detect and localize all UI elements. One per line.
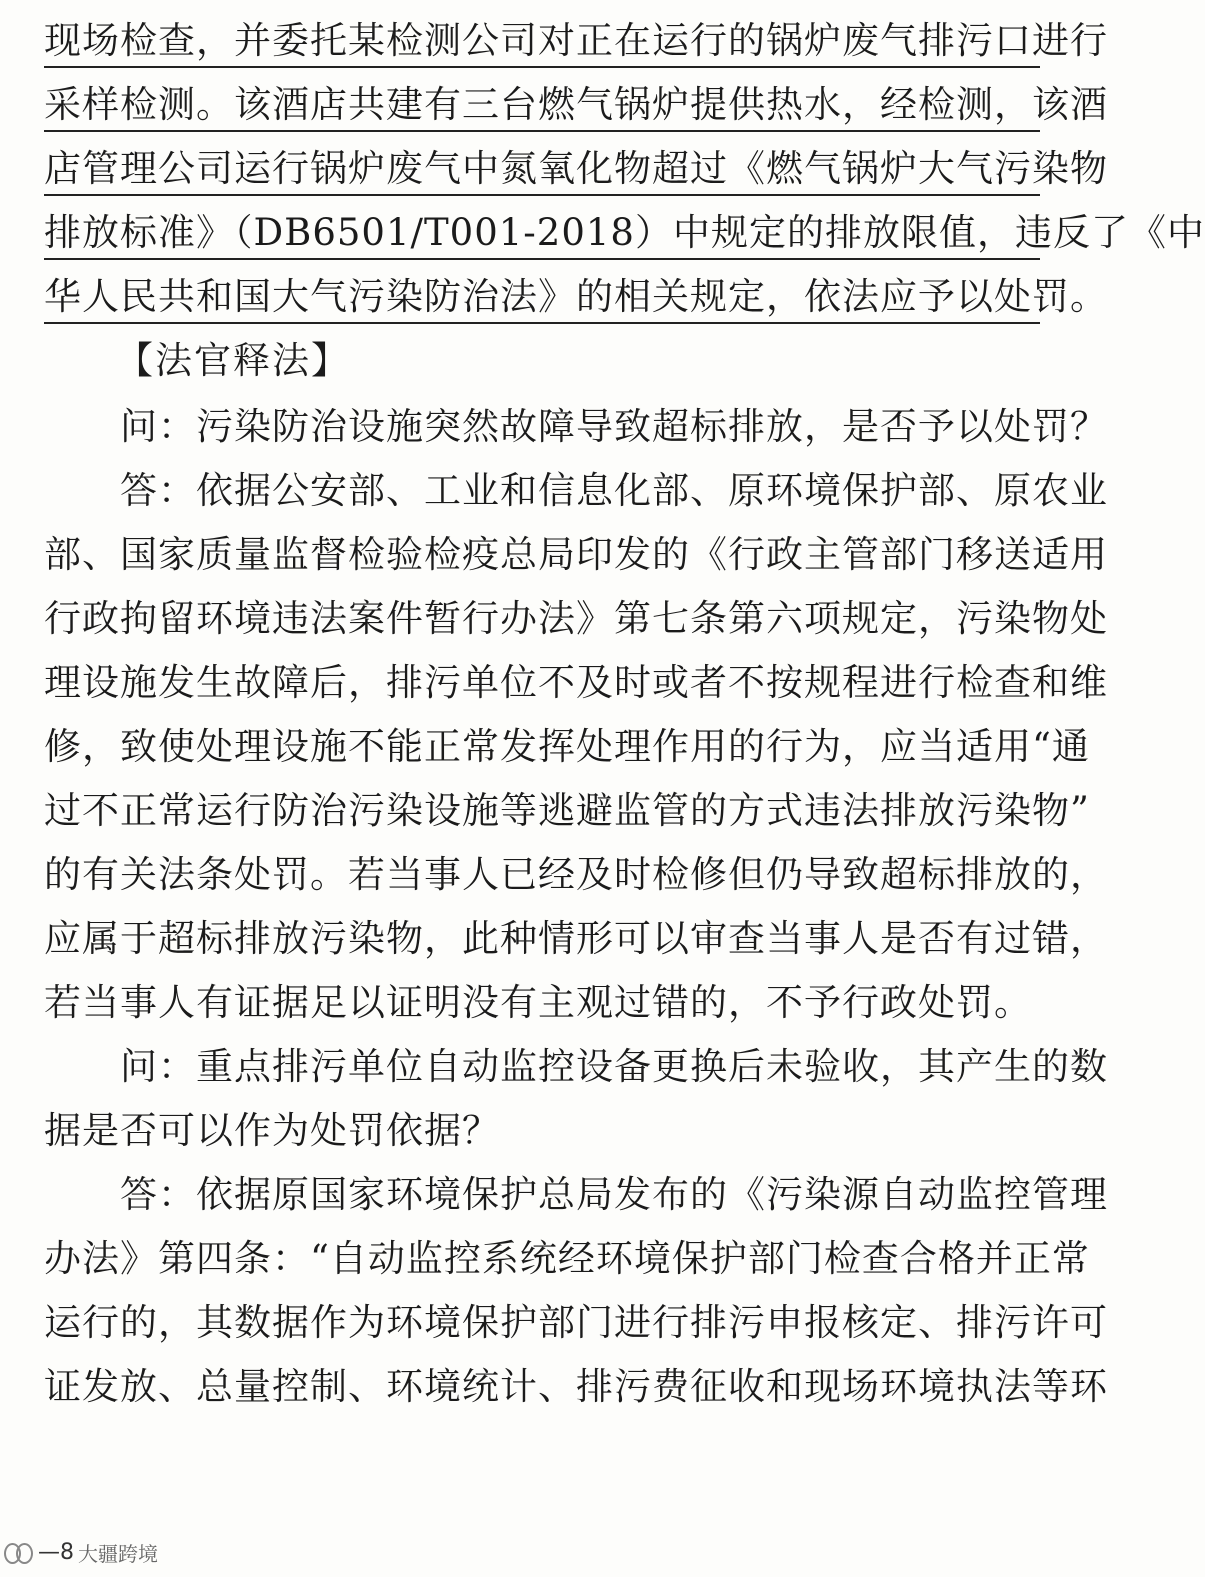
answer-2-line-4: 证发放、总量控制、环境统计、排污费征收和现场环境执法等环 (44, 1365, 1108, 1408)
answer-1-line-5: 修，致使处理设施不能正常发挥处理作用的行为，应当适用“通 (44, 725, 1090, 768)
answer-1-line-3: 行政拘留环境违法案件暂行办法》第七条第六项规定，污染物处 (44, 597, 1108, 640)
question-2-line-1: 问：重点排污单位自动监控设备更换后未验收，其产生的数 (120, 1045, 1108, 1088)
answer-1-line-2: 部、国家质量监督检验检疫总局印发的《行政主管部门移送适用 (44, 533, 1108, 576)
answer-1-line-9: 若当事人有证据足以证明没有主观过错的，不予行政处罚。 (44, 981, 1032, 1024)
answer-2-line-1: 答：依据原国家环境保护总局发布的《污染源自动监控管理 (120, 1173, 1108, 1216)
case-line-1: 现场检查，并委托某检测公司对正在运行的锅炉废气排污口进行 (44, 16, 1040, 68)
section-heading: 【法官释法】 (116, 339, 350, 382)
answer-2-line-3: 运行的，其数据作为环境保护部门进行排污申报核定、排污许可 (44, 1301, 1108, 1344)
page-footer (4, 1534, 158, 1570)
question-2-line-2: 据是否可以作为处罚依据？ (44, 1109, 500, 1152)
answer-1-line-7: 的有关法条处罚。若当事人已经及时检修但仍导致超标排放的， (44, 853, 1108, 896)
question-1: 问：污染防治设施突然故障导致超标排放，是否予以处罚？ (120, 405, 1108, 448)
watermark-text: 大疆跨境 (78, 1541, 158, 1566)
answer-1-line-4: 理设施发生故障后，排污单位不及时或者不按规程进行检查和维 (44, 661, 1108, 704)
answer-1-line-6: 过不正常运行防治污染设施等逃避监管的方式违法排放污染物” (44, 789, 1090, 832)
page-number: —8 (38, 1539, 74, 1565)
case-line-4: 排放标准》（DB6501/T001-2018）中规定的排放限值，违反了《中 (44, 208, 1040, 260)
answer-2-line-2: 办法》第四条：“自动监控系统经环境保护部门检查合格并正常 (44, 1237, 1090, 1280)
case-line-3: 店管理公司运行锅炉废气中氮氧化物超过《燃气锅炉大气污染物 (44, 144, 1040, 196)
watermark-logo-icon (4, 1540, 34, 1564)
case-line-2: 采样检测。该酒店共建有三台燃气锅炉提供热水，经检测，该酒 (44, 80, 1040, 132)
answer-1-line-8: 应属于超标排放污染物，此种情形可以审查当事人是否有过错， (44, 917, 1108, 960)
answer-1-line-1: 答：依据公安部、工业和信息化部、原环境保护部、原农业 (120, 469, 1108, 512)
case-line-5: 华人民共和国大气污染防治法》的相关规定，依法应予以处罚。 (44, 272, 1040, 324)
